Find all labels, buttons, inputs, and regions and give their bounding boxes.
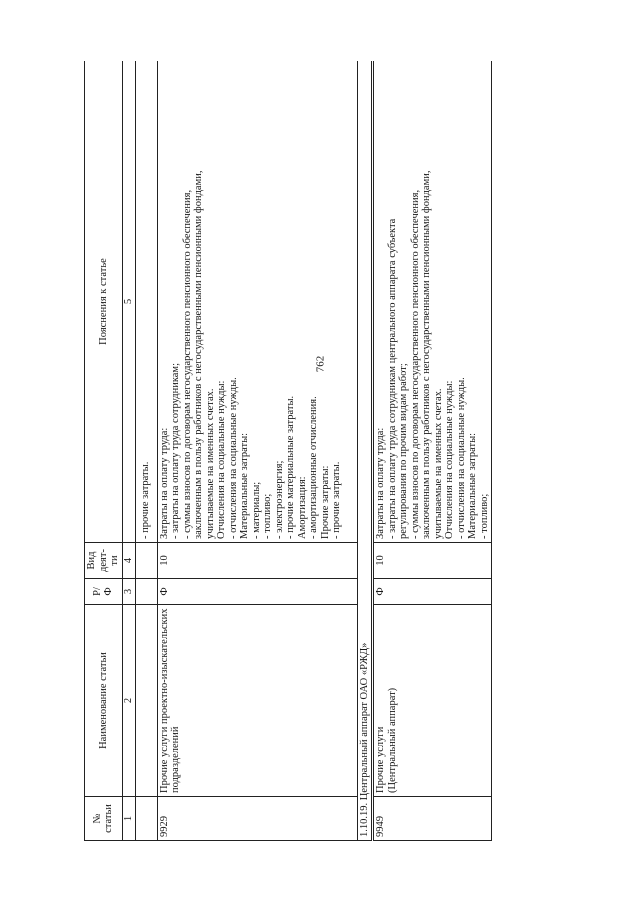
rf-value: Ф — [157, 579, 357, 605]
page-number: 762 — [314, 355, 327, 373]
explanation-line: Прочие затраты: — [319, 465, 331, 539]
article-name-line: Прочие услуги — [375, 726, 386, 793]
table-row-9929 — [157, 61, 357, 841]
col-number: 2 — [122, 605, 135, 797]
col-number: 5 — [122, 61, 135, 543]
explanation-line: - топливо; — [478, 493, 490, 539]
header-article-number: № статьи — [85, 797, 123, 841]
explanation-line: Затраты на оплату труда: — [375, 427, 386, 539]
explanation-line: Материальные затраты: — [239, 432, 250, 539]
explanation-9929 — [157, 61, 357, 543]
col-number: 4 — [122, 543, 135, 579]
table-row-9949 — [373, 61, 492, 841]
explanation-line: - затраты на оплату труда сотрудникам; — [170, 363, 181, 539]
explanation-line: Амортизация: — [296, 476, 308, 539]
header-rf: Р/ Ф — [85, 579, 123, 605]
explanation-line: - суммы взносов по договорам негосударственного пенсионного обеспечения, — [181, 189, 193, 539]
carry-over-row — [135, 61, 157, 841]
col-number: 1 — [122, 797, 135, 841]
rotated-page-frame — [84, 61, 492, 841]
explanation-line: - материалы; — [250, 481, 262, 539]
explanation-line: Затраты на оплату труда: — [158, 427, 170, 539]
section-row — [357, 61, 373, 841]
explanation-line: - отчисления на социальные нужды. — [227, 377, 239, 539]
explanation-line: заключенным в пользу работников с негосударственными пенсионными фондами, — [193, 170, 204, 539]
col-number: 3 — [122, 579, 135, 605]
explanation-line: Отчисления на социальные нужды: — [216, 380, 227, 539]
explanation-line: - топливо; — [262, 493, 273, 539]
header-article-name: Наименование статьи — [85, 605, 123, 797]
cost-items-table — [84, 61, 492, 841]
article-name-line: (Центральный аппарат) — [386, 687, 398, 793]
explanation-line: - электроэнергия; — [273, 460, 285, 539]
explanation-line: - прочие затраты. — [331, 461, 342, 539]
explanation-line: - прочие материальные затраты. — [285, 395, 296, 539]
article-number: 9949 — [373, 797, 492, 841]
header-explanations: Пояснения к статье — [85, 61, 123, 543]
activity-value: 10 — [157, 543, 357, 579]
activity-value: 10 — [373, 543, 492, 579]
explanation-line: - затраты на оплату труда сотрудникам центрального аппарата субъекта — [386, 218, 398, 539]
article-name: Прочие услуги проектно-изыскательских подразделений — [157, 605, 357, 797]
carry-over-text: - прочие затраты. — [135, 61, 157, 543]
header-activity-type: Вид деят-ти — [85, 543, 123, 579]
explanation-line: Отчисления на социальные нужды: — [444, 380, 455, 539]
article-number: 9929 — [157, 797, 357, 841]
article-name — [373, 605, 492, 797]
section-title: 1.10.19. Центральный аппарат ОАО «РЖД» — [357, 61, 373, 841]
explanation-line: учитываемые на именных счетах. — [432, 388, 444, 539]
explanation-9949 — [373, 61, 492, 543]
explanation-line: - амортизационные отчисления. — [308, 396, 319, 539]
header-row — [85, 61, 123, 841]
explanation-line: - отчисления на социальные нужды. — [455, 377, 467, 539]
explanation-line: заключенным в пользу работников с негосударственными пенсионными фондами, — [421, 170, 432, 539]
explanation-line: регулирования по прочим видам работ; — [398, 363, 409, 539]
explanation-line: - суммы взносов по договорам негосударственного пенсионного обеспечения, — [409, 189, 421, 539]
rf-value: Ф — [373, 579, 492, 605]
explanation-line: Материальные затраты: — [467, 432, 478, 539]
column-numbers-row — [122, 61, 135, 841]
explanation-line: учитываемые на именных счетах. — [204, 388, 216, 539]
